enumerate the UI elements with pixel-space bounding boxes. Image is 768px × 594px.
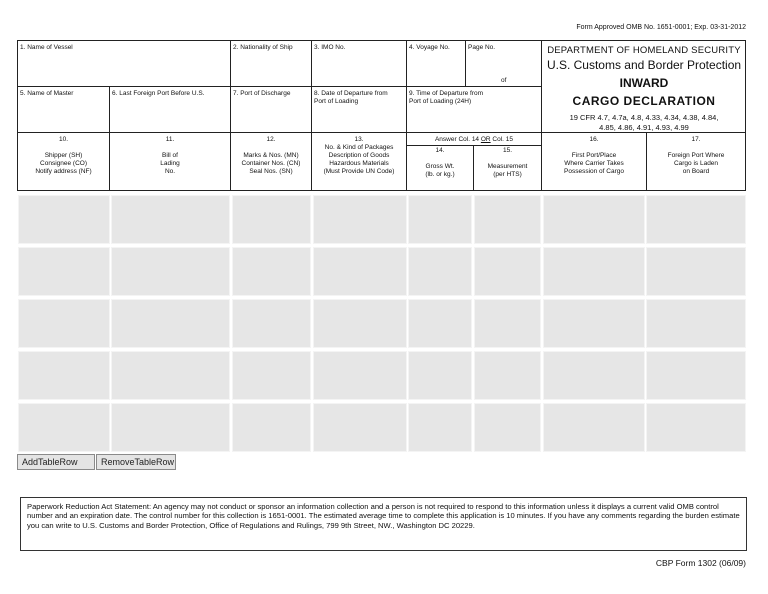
field-discharge-port-label: 7. Port of Discharge [233, 90, 291, 97]
col-header-marks: 12. Marks & Nos. (MN) Container Nos. (CN) Seal Nos. (SN) [241, 136, 301, 175]
header-grid [17, 40, 746, 190]
input-foreign-port-row-3[interactable] [646, 299, 746, 348]
input-gross-weight-row-1[interactable] [408, 195, 472, 244]
input-marks-row-3[interactable] [232, 299, 311, 348]
field-page-label: Page No. [468, 44, 496, 51]
input-first-port-row-4[interactable] [543, 351, 645, 400]
col-header-packages: 13. No. & Kind of Packages Description of Goods Hazardous Materials (Must Provide UN Code) [323, 136, 395, 175]
input-measurement-row-2[interactable] [474, 247, 541, 296]
col-header-shipper: 10. Shipper (SH) Consignee (CO) Notify address (NF) [35, 136, 92, 175]
field-last-port-label: 6. Last Foreign Port Before U.S. [112, 90, 205, 97]
input-first-port-row-3[interactable] [543, 299, 645, 348]
input-bill-of-lading-row-3[interactable] [111, 299, 230, 348]
col-header-answer-note: Answer Col. 14 OR Col. 15 [434, 136, 514, 143]
input-gross-weight-row-3[interactable] [408, 299, 472, 348]
input-foreign-port-row-5[interactable] [646, 403, 746, 452]
col-header-gross-weight: 14. Gross Wt. (lb. or kg.) [425, 147, 455, 178]
input-gross-weight-row-4[interactable] [408, 351, 472, 400]
input-foreign-port-row-2[interactable] [646, 247, 746, 296]
input-shipper-row-4[interactable] [18, 351, 110, 400]
input-packages-row-2[interactable] [313, 247, 407, 296]
input-measurement-row-3[interactable] [474, 299, 541, 348]
paperwork-reduction-statement: Paperwork Reduction Act Statement: An agency may not conduct or sponsor an information collection and a person is not required to respond to this information unless it displays a current valid OMB control number and an expiration date. The control number for this collection is 1651-0001. The estimated average time to complete this application is 10 minutes. If you have any comments regarding the burden estimate you can write to U.S. Customs and Border Protection, Office of Regulations and Rulings, 799 9th Street, NW., Washington DC 20229. [20, 497, 747, 551]
form-title-inward: INWARD [619, 76, 669, 90]
form-title-cargo-declaration: CARGO DECLARATION [572, 94, 716, 108]
col-header-first-port: 16. First Port/Place Where Carrier Takes Possession of Cargo [564, 136, 624, 175]
input-gross-weight-row-2[interactable] [408, 247, 472, 296]
cfr-reference: 19 CFR 4.7, 4.7a, 4.8, 4.33, 4.34, 4.38, 4.84, 4.85, 4.86, 4.91, 4.93, 4.99 [569, 113, 719, 132]
input-packages-row-3[interactable] [313, 299, 407, 348]
input-shipper-row-5[interactable] [18, 403, 110, 452]
col-header-measurement: 15. Measurement (per HTS) [487, 147, 528, 178]
input-first-port-row-2[interactable] [543, 247, 645, 296]
input-marks-row-5[interactable] [232, 403, 311, 452]
input-first-port-row-5[interactable] [543, 403, 645, 452]
col-header-bill-of-lading: 11. Bill of Lading No. [160, 136, 180, 175]
field-nationality-label: 2. Nationality of Ship [233, 44, 293, 51]
field-departure-time-label: 9. Time of Departure from Port of Loading (24H) [409, 90, 484, 105]
field-master-label: 5. Name of Master [20, 90, 74, 97]
input-shipper-row-1[interactable] [18, 195, 110, 244]
input-measurement-row-4[interactable] [474, 351, 541, 400]
col-header-foreign-port: 17. Foreign Port Where Cargo is Laden on Board [667, 136, 725, 175]
input-marks-row-2[interactable] [232, 247, 311, 296]
input-foreign-port-row-4[interactable] [646, 351, 746, 400]
input-bill-of-lading-row-2[interactable] [111, 247, 230, 296]
input-packages-row-5[interactable] [313, 403, 407, 452]
field-voyage-label: 4. Voyage No. [409, 44, 450, 51]
input-bill-of-lading-row-1[interactable] [111, 195, 230, 244]
agency-name: U.S. Customs and Border Protection [546, 58, 742, 72]
input-marks-row-4[interactable] [232, 351, 311, 400]
form-number: CBP Form 1302 (06/09) [655, 558, 746, 568]
input-foreign-port-row-1[interactable] [646, 195, 746, 244]
input-bill-of-lading-row-4[interactable] [111, 351, 230, 400]
input-packages-row-1[interactable] [313, 195, 407, 244]
field-vessel-name-label: 1. Name of Vessel [20, 44, 73, 51]
input-marks-row-1[interactable] [232, 195, 311, 244]
add-table-row-button[interactable]: AddTableRow [17, 454, 95, 470]
input-packages-row-4[interactable] [313, 351, 407, 400]
input-gross-weight-row-5[interactable] [408, 403, 472, 452]
input-measurement-row-5[interactable] [474, 403, 541, 452]
input-shipper-row-2[interactable] [18, 247, 110, 296]
input-bill-of-lading-row-5[interactable] [111, 403, 230, 452]
remove-table-row-button[interactable]: RemoveTableRow [96, 454, 176, 470]
input-measurement-row-1[interactable] [474, 195, 541, 244]
department-name: DEPARTMENT OF HOMELAND SECURITY [547, 45, 741, 56]
field-imo-label: 3. IMO No. [314, 44, 346, 51]
field-departure-date-label: 8. Date of Departure from Port of Loading [314, 90, 388, 105]
input-shipper-row-3[interactable] [18, 299, 110, 348]
input-first-port-row-1[interactable] [543, 195, 645, 244]
omb-approval-text: Form Approved OMB No. 1651-0001; Exp. 03-31-2012 [576, 24, 746, 31]
field-page-of-label: of [501, 77, 507, 84]
